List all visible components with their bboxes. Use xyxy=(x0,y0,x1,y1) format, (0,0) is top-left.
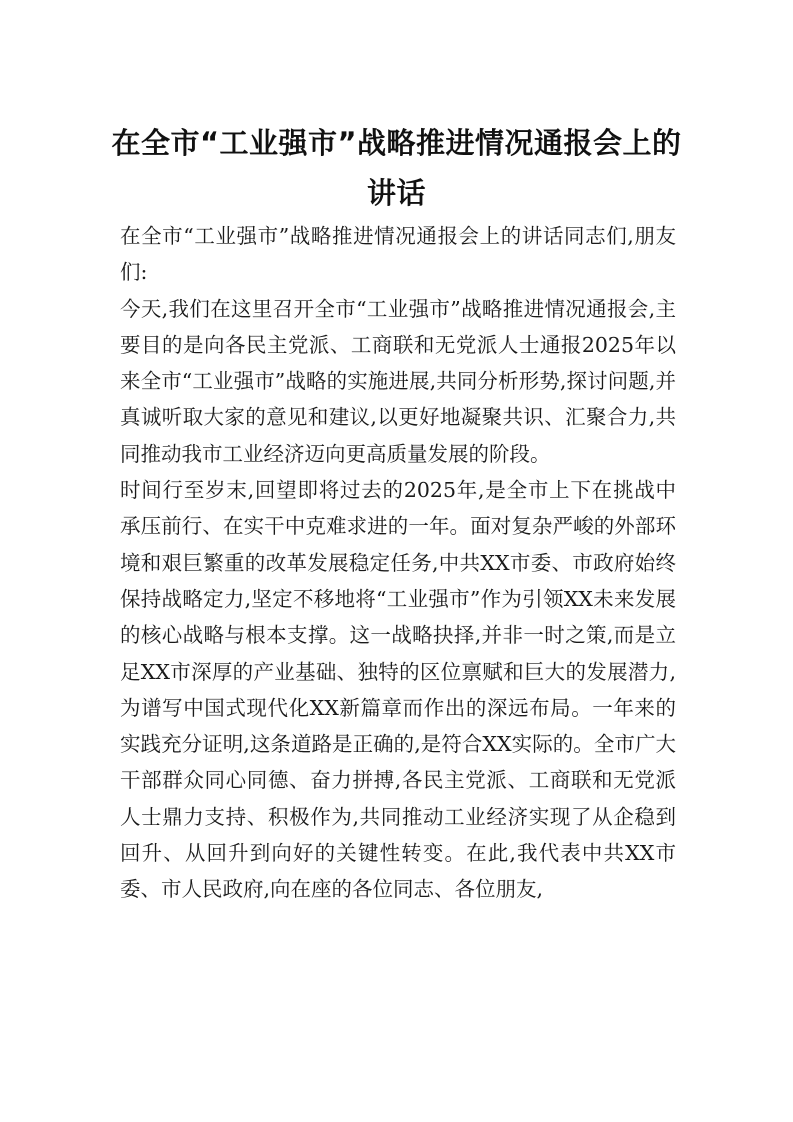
paragraph-purpose: 今天,我们在这里召开全市“工业强市”战略推进情况通报会,主要目的是向各民主党派、工商联和无党派人士通报2025年以来全市“工业强市”战略的实施进展,共同分析形势,探讨问题,并真诚听取大家的意见和建议,以更好地凝聚共识、汇聚合力,共同推动我市工业经济迈向更高质量发展的阶段。 xyxy=(120,296,676,466)
document-body xyxy=(120,218,676,908)
paragraph-review: 时间行至岁末,回望即将过去的2025年,是全市上下在挑战中承压前行、在实干中克难求进的一年。面对复杂严峻的外部环境和艰巨繁重的改革发展稳定任务,中共XX市委、市政府始终保持战略定力,坚定不移地将“工业强市”作为引领XX未来发展的核心战略与根本支撑。这一战略抉择,并非一时之策,而是立足XX市深厚的产业基础、独特的区位禀赋和巨大的发展潜力,为谱写中国式现代化XX新篇章而作出的深远布局。一年来的实践充分证明,这条道路是正确的,是符合XX实际的。全市广大干部群众同心同德、奋力拼搏,各民主党派、工商联和无党派人士鼎力支持、积极作为,共同推动工业经济实现了从企稳到回升、从回升到向好的关键性转变。在此,我代表中共XX市委、市人民政府,向在座的各位同志、各位朋友, xyxy=(120,478,676,902)
paragraph-salutation: 在全市“工业强市”战略推进情况通报会上的讲话同志们,朋友们: xyxy=(120,224,676,285)
document-title: 在全市“工业强市”战略推进情况通报会上的讲话 xyxy=(111,126,682,210)
